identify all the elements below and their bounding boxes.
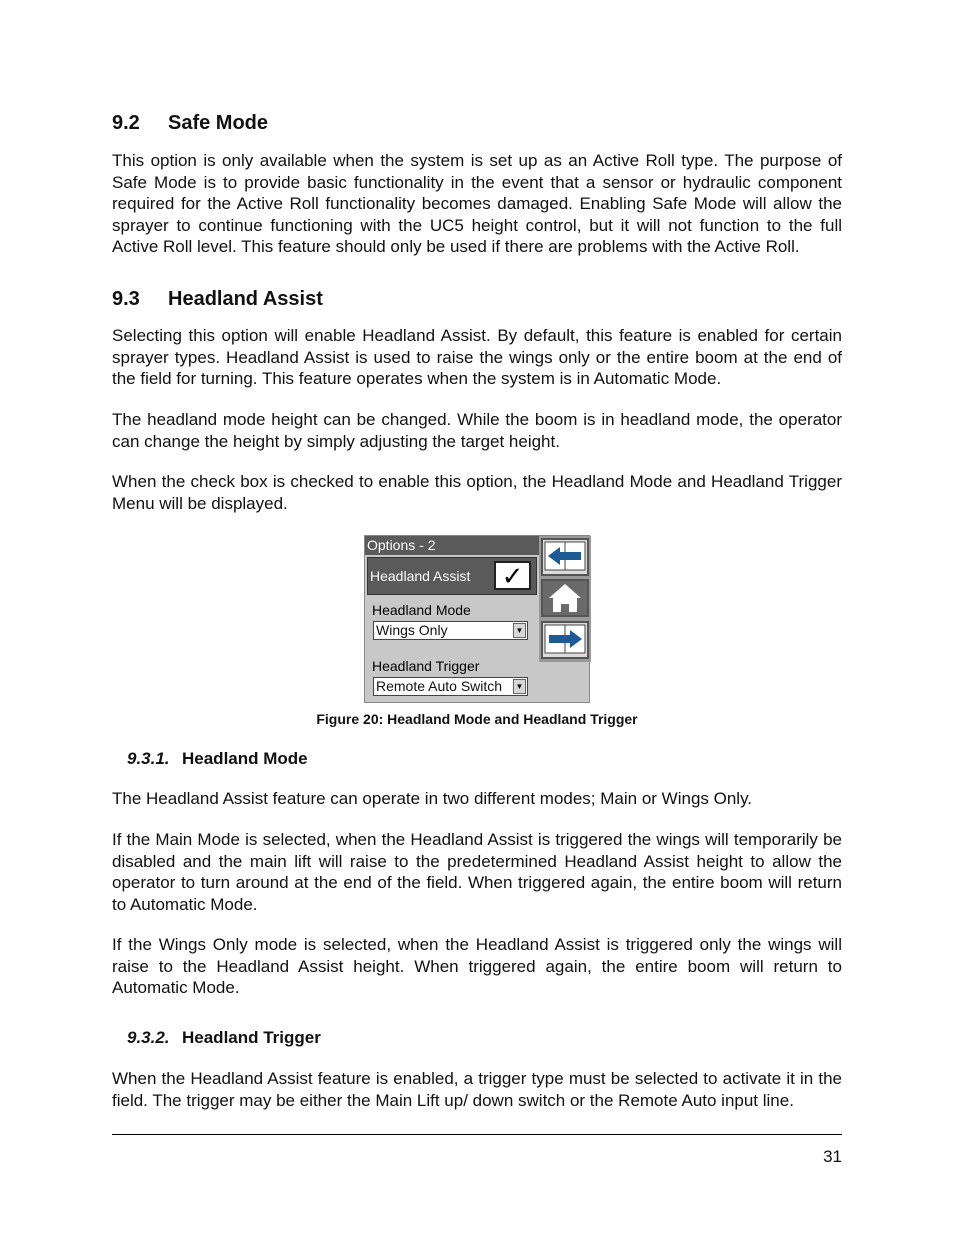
options-screen-figure xyxy=(364,535,590,703)
subsection-heading-9-3-1 xyxy=(127,749,308,769)
paragraph: When the Headland Assist feature is enabled, a trigger type must be selected to activate it in the field. The trigger may be either the Main Lift up/ down switch or the Remote Auto input line. xyxy=(112,1069,842,1110)
headland-trigger-dropdown[interactable] xyxy=(373,677,528,696)
headland-trigger-label: Headland Trigger xyxy=(372,658,480,674)
paragraph: Selecting this option will enable Headland Assist. By default, this feature is enabled for certain sprayer types. Headland Assist is used to raise the wings only or the entire boom at the end of the field for turning. This feature operates when the system is in Automatic Mode. xyxy=(112,326,842,388)
figure-caption: Figure 20: Headland Mode and Headland Trigger xyxy=(316,711,638,727)
headland-mode-dropdown[interactable] xyxy=(373,621,528,640)
section-heading-9-2 xyxy=(112,112,268,135)
panel-title: Options - 2 xyxy=(365,536,539,555)
back-button[interactable] xyxy=(541,538,589,576)
headland-mode-value: Wings Only xyxy=(376,622,448,638)
headland-assist-row[interactable] xyxy=(367,557,537,595)
home-icon xyxy=(543,581,587,615)
paragraph: When the check box is checked to enable this option, the Headland Mode and Headland Trigger Menu will be displayed. xyxy=(112,472,842,513)
section-title: Headland Assist xyxy=(168,288,323,310)
subsection-title: Headland Mode xyxy=(182,749,308,768)
headland-assist-label: Headland Assist xyxy=(370,568,471,584)
paragraph: If the Wings Only mode is selected, when the Headland Assist is triggered only the wings will raise to the Headland Assist height. When triggered again, the entire boom will return to Automatic Mode. xyxy=(112,935,842,997)
subsection-heading-9-3-2 xyxy=(127,1028,321,1048)
section-heading-9-3 xyxy=(112,288,323,311)
paragraph: If the Main Mode is selected, when the Headland Assist is triggered the wings will temporarily be disabled and the main lift will raise to the predetermined Headland Assist height to allow the operator to turn around at the end of the field. When triggered again, the entire boom will return to Automatic Mode. xyxy=(112,830,842,914)
paragraph: The headland mode height can be changed. While the boom is in headland mode, the operator can change the height by simply adjusting the target height. xyxy=(112,410,842,451)
headland-mode-label: Headland Mode xyxy=(372,602,471,618)
paragraph: This option is only available when the system is set up as an Active Roll type. The purpose of Safe Mode is to provide basic functionality in the event that a sensor or hydraulic component required for the Active Roll functionality becomes damaged. Enabling Safe Mode will allow the sprayer to continue functioning with the UC5 height control, but it will not function to the full Active Roll level. This feature should only be used if there are problems with the Active Roll. xyxy=(112,151,842,256)
subsection-title: Headland Trigger xyxy=(182,1028,321,1047)
headland-trigger-value: Remote Auto Switch xyxy=(376,678,503,694)
headland-assist-checkbox[interactable]: ✓ xyxy=(494,561,531,590)
nav-button-column xyxy=(539,536,591,662)
options-panel xyxy=(364,535,590,703)
section-number: 9.3 xyxy=(112,288,140,310)
home-button[interactable] xyxy=(541,579,589,617)
forward-button[interactable] xyxy=(541,621,589,659)
page-number: 31 xyxy=(823,1147,842,1166)
section-number: 9.2 xyxy=(112,112,140,134)
section-title: Safe Mode xyxy=(168,112,269,134)
back-arrow-icon xyxy=(543,540,587,574)
subsection-number: 9.3.2. xyxy=(127,1028,170,1047)
forward-arrow-icon xyxy=(543,623,587,657)
paragraph: The Headland Assist feature can operate in two different modes; Main or Wings Only. xyxy=(112,789,753,808)
chevron-down-icon[interactable]: ▼ xyxy=(513,623,526,638)
footer-divider xyxy=(112,1134,842,1135)
chevron-down-icon[interactable]: ▼ xyxy=(513,679,526,694)
subsection-number: 9.3.1. xyxy=(127,749,170,768)
